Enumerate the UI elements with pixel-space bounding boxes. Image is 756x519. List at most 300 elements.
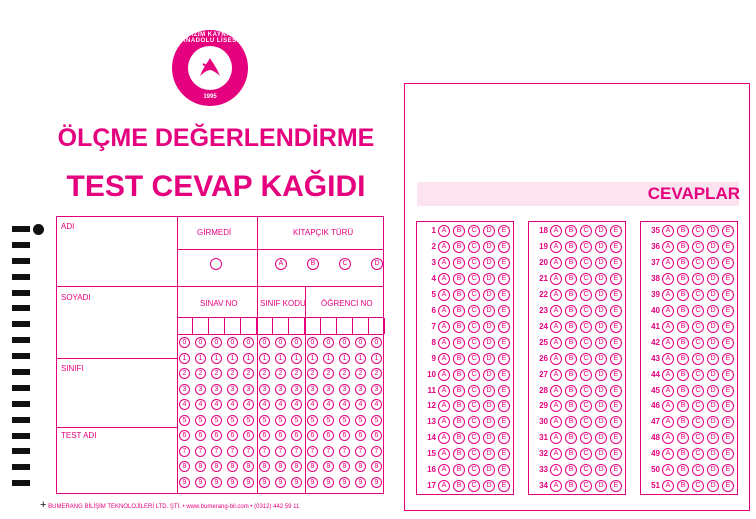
answer-bubble[interactable]: E <box>722 480 734 492</box>
digit-bubble[interactable]: 7 <box>211 446 222 457</box>
write-box[interactable] <box>226 318 241 334</box>
answer-bubble[interactable]: C <box>692 400 704 412</box>
answer-bubble[interactable]: E <box>610 321 622 333</box>
digit-bubble[interactable]: 4 <box>259 399 270 410</box>
digit-bubble[interactable]: 5 <box>243 415 254 426</box>
digit-bubble[interactable]: 8 <box>307 461 318 472</box>
answer-bubble[interactable]: A <box>550 432 562 444</box>
answer-bubble[interactable]: C <box>692 241 704 253</box>
answer-bubble[interactable]: E <box>498 385 510 397</box>
answer-bubble[interactable]: D <box>483 448 495 460</box>
answer-bubble[interactable]: B <box>677 305 689 317</box>
answer-bubble[interactable]: A <box>662 464 674 476</box>
answer-bubble[interactable]: E <box>722 305 734 317</box>
digit-bubble[interactable]: 5 <box>355 415 366 426</box>
answer-bubble[interactable]: A <box>438 321 450 333</box>
answer-bubble[interactable]: C <box>468 369 480 381</box>
answer-bubble[interactable]: B <box>677 337 689 349</box>
digit-bubble[interactable]: 1 <box>227 353 238 364</box>
digit-bubble[interactable]: 0 <box>211 337 222 348</box>
answer-bubble[interactable]: A <box>662 369 674 381</box>
digit-bubble[interactable]: 0 <box>339 337 350 348</box>
answer-bubble[interactable]: A <box>662 353 674 365</box>
answer-bubble[interactable]: A <box>662 432 674 444</box>
digit-bubble[interactable]: 8 <box>259 461 270 472</box>
digit-bubble[interactable]: 9 <box>227 477 238 488</box>
digit-bubble[interactable]: 2 <box>307 368 318 379</box>
answer-bubble[interactable]: C <box>468 464 480 476</box>
write-box[interactable] <box>354 318 369 334</box>
answer-bubble[interactable]: E <box>498 448 510 460</box>
digit-bubble[interactable]: 4 <box>291 399 302 410</box>
digit-bubble[interactable]: 8 <box>355 461 366 472</box>
digit-bubble[interactable]: 4 <box>211 399 222 410</box>
digit-bubble[interactable]: 2 <box>371 368 382 379</box>
answer-bubble[interactable]: D <box>707 321 719 333</box>
answer-bubble[interactable]: D <box>595 464 607 476</box>
answer-bubble[interactable]: C <box>580 400 592 412</box>
answer-bubble[interactable]: A <box>438 448 450 460</box>
digit-bubble[interactable]: 5 <box>275 415 286 426</box>
digit-bubble[interactable]: 0 <box>323 337 334 348</box>
digit-bubble[interactable]: 6 <box>211 430 222 441</box>
answer-bubble[interactable]: E <box>498 480 510 492</box>
answer-bubble[interactable]: B <box>677 225 689 237</box>
answer-bubble[interactable]: C <box>468 289 480 301</box>
answer-bubble[interactable]: E <box>610 369 622 381</box>
answer-bubble[interactable]: B <box>453 337 465 349</box>
answer-bubble[interactable]: D <box>595 353 607 365</box>
answer-bubble[interactable]: C <box>580 464 592 476</box>
answer-bubble[interactable]: D <box>595 321 607 333</box>
answer-bubble[interactable]: A <box>662 241 674 253</box>
digit-bubble[interactable]: 0 <box>355 337 366 348</box>
answer-bubble[interactable]: D <box>483 432 495 444</box>
answer-bubble[interactable]: A <box>662 305 674 317</box>
answer-bubble[interactable]: A <box>438 273 450 285</box>
answer-bubble[interactable]: A <box>550 305 562 317</box>
answer-bubble[interactable]: B <box>565 305 577 317</box>
answer-bubble[interactable]: D <box>595 225 607 237</box>
answer-bubble[interactable]: B <box>453 432 465 444</box>
answer-bubble[interactable]: A <box>550 464 562 476</box>
answer-bubble[interactable]: B <box>565 400 577 412</box>
digit-bubble[interactable]: 1 <box>339 353 350 364</box>
digit-bubble[interactable]: 2 <box>243 368 254 379</box>
answer-bubble[interactable]: E <box>498 353 510 365</box>
answer-bubble[interactable]: D <box>483 241 495 253</box>
answer-bubble[interactable]: D <box>707 305 719 317</box>
digit-bubble[interactable]: 8 <box>291 461 302 472</box>
answer-bubble[interactable]: C <box>692 416 704 428</box>
digit-bubble[interactable]: 6 <box>371 430 382 441</box>
answer-bubble[interactable]: D <box>483 321 495 333</box>
answer-bubble[interactable]: B <box>453 400 465 412</box>
write-box[interactable] <box>370 318 385 334</box>
write-box[interactable] <box>194 318 209 334</box>
answer-bubble[interactable]: E <box>498 432 510 444</box>
digit-bubble[interactable]: 9 <box>179 477 190 488</box>
answer-bubble[interactable]: E <box>722 241 734 253</box>
digit-bubble[interactable]: 5 <box>259 415 270 426</box>
digit-bubble[interactable]: 6 <box>179 430 190 441</box>
digit-bubble[interactable]: 0 <box>243 337 254 348</box>
answer-bubble[interactable]: E <box>722 353 734 365</box>
answer-bubble[interactable]: A <box>662 480 674 492</box>
answer-bubble[interactable]: A <box>662 225 674 237</box>
answer-bubble[interactable]: D <box>483 369 495 381</box>
answer-bubble[interactable]: A <box>550 225 562 237</box>
answer-bubble[interactable]: D <box>483 400 495 412</box>
answer-bubble[interactable]: C <box>580 257 592 269</box>
digit-bubble[interactable]: 6 <box>339 430 350 441</box>
digit-bubble[interactable]: 8 <box>179 461 190 472</box>
answer-bubble[interactable]: A <box>550 353 562 365</box>
answer-bubble[interactable]: C <box>468 337 480 349</box>
answer-bubble[interactable]: C <box>580 385 592 397</box>
digit-bubble[interactable]: 8 <box>211 461 222 472</box>
answer-bubble[interactable]: A <box>438 432 450 444</box>
answer-bubble[interactable]: C <box>692 448 704 460</box>
answer-bubble[interactable]: E <box>610 416 622 428</box>
digit-bubble[interactable]: 1 <box>179 353 190 364</box>
answer-bubble[interactable]: C <box>468 385 480 397</box>
answer-bubble[interactable]: C <box>468 305 480 317</box>
digit-bubble[interactable]: 2 <box>355 368 366 379</box>
digit-bubble[interactable]: 3 <box>307 384 318 395</box>
answer-bubble[interactable]: B <box>565 257 577 269</box>
booklet-option-bubble[interactable]: B <box>307 258 319 270</box>
digit-bubble[interactable]: 9 <box>323 477 334 488</box>
answer-bubble[interactable]: B <box>677 416 689 428</box>
answer-bubble[interactable]: E <box>722 337 734 349</box>
digit-bubble[interactable]: 4 <box>195 399 206 410</box>
answer-bubble[interactable]: C <box>692 480 704 492</box>
answer-bubble[interactable]: C <box>468 257 480 269</box>
answer-bubble[interactable]: A <box>662 448 674 460</box>
digit-bubble[interactable]: 1 <box>355 353 366 364</box>
answer-bubble[interactable]: B <box>453 416 465 428</box>
answer-bubble[interactable]: B <box>677 273 689 285</box>
answer-bubble[interactable]: E <box>722 257 734 269</box>
digit-bubble[interactable]: 9 <box>275 477 286 488</box>
answer-bubble[interactable]: B <box>453 321 465 333</box>
digit-bubble[interactable]: 1 <box>371 353 382 364</box>
answer-bubble[interactable]: B <box>565 448 577 460</box>
answer-bubble[interactable]: B <box>677 432 689 444</box>
digit-bubble[interactable]: 8 <box>339 461 350 472</box>
digit-bubble[interactable]: 3 <box>371 384 382 395</box>
digit-bubble[interactable]: 9 <box>211 477 222 488</box>
answer-bubble[interactable]: B <box>453 385 465 397</box>
digit-bubble[interactable]: 0 <box>259 337 270 348</box>
answer-bubble[interactable]: D <box>707 464 719 476</box>
answer-bubble[interactable]: D <box>707 257 719 269</box>
answer-bubble[interactable]: B <box>453 273 465 285</box>
answer-bubble[interactable]: A <box>550 400 562 412</box>
answer-bubble[interactable]: D <box>483 257 495 269</box>
digit-bubble[interactable]: 1 <box>195 353 206 364</box>
answer-bubble[interactable]: C <box>468 432 480 444</box>
answer-bubble[interactable]: D <box>595 257 607 269</box>
answer-bubble[interactable]: A <box>550 369 562 381</box>
answer-bubble[interactable]: D <box>595 241 607 253</box>
answer-bubble[interactable]: D <box>483 225 495 237</box>
digit-bubble[interactable]: 2 <box>323 368 334 379</box>
digit-bubble[interactable]: 9 <box>371 477 382 488</box>
answer-bubble[interactable]: C <box>468 480 480 492</box>
answer-bubble[interactable]: E <box>722 369 734 381</box>
answer-bubble[interactable]: A <box>550 241 562 253</box>
answer-bubble[interactable]: B <box>453 369 465 381</box>
answer-bubble[interactable]: E <box>722 464 734 476</box>
answer-bubble[interactable]: A <box>438 305 450 317</box>
digit-bubble[interactable]: 6 <box>323 430 334 441</box>
answer-bubble[interactable]: B <box>565 480 577 492</box>
answer-bubble[interactable]: D <box>707 337 719 349</box>
answer-bubble[interactable]: B <box>453 305 465 317</box>
write-box[interactable] <box>274 318 289 334</box>
answer-bubble[interactable]: B <box>677 289 689 301</box>
answer-bubble[interactable]: A <box>550 416 562 428</box>
digit-bubble[interactable]: 4 <box>227 399 238 410</box>
answer-bubble[interactable]: E <box>610 432 622 444</box>
digit-bubble[interactable]: 5 <box>211 415 222 426</box>
answer-bubble[interactable]: C <box>580 369 592 381</box>
digit-bubble[interactable]: 7 <box>227 446 238 457</box>
digit-bubble[interactable]: 5 <box>371 415 382 426</box>
answer-bubble[interactable]: B <box>677 369 689 381</box>
answer-bubble[interactable]: C <box>468 225 480 237</box>
answer-bubble[interactable]: B <box>565 241 577 253</box>
digit-bubble[interactable]: 2 <box>227 368 238 379</box>
answer-bubble[interactable]: C <box>580 353 592 365</box>
answer-bubble[interactable]: C <box>468 353 480 365</box>
answer-bubble[interactable]: D <box>707 416 719 428</box>
digit-bubble[interactable]: 9 <box>195 477 206 488</box>
answer-bubble[interactable]: E <box>610 385 622 397</box>
digit-bubble[interactable]: 0 <box>195 337 206 348</box>
digit-bubble[interactable]: 8 <box>227 461 238 472</box>
answer-bubble[interactable]: A <box>438 289 450 301</box>
digit-bubble[interactable]: 3 <box>243 384 254 395</box>
answer-bubble[interactable]: A <box>438 400 450 412</box>
answer-bubble[interactable]: B <box>453 257 465 269</box>
answer-bubble[interactable]: C <box>468 273 480 285</box>
answer-bubble[interactable]: C <box>468 321 480 333</box>
digit-bubble[interactable]: 5 <box>323 415 334 426</box>
answer-bubble[interactable]: B <box>677 321 689 333</box>
digit-bubble[interactable]: 3 <box>195 384 206 395</box>
answer-bubble[interactable]: A <box>550 321 562 333</box>
booklet-option-bubble[interactable]: C <box>339 258 351 270</box>
answer-bubble[interactable]: B <box>565 385 577 397</box>
digit-bubble[interactable]: 7 <box>371 446 382 457</box>
answer-bubble[interactable]: B <box>677 480 689 492</box>
answer-bubble[interactable]: D <box>707 225 719 237</box>
answer-bubble[interactable]: A <box>438 225 450 237</box>
answer-bubble[interactable]: E <box>610 225 622 237</box>
digit-bubble[interactable]: 5 <box>339 415 350 426</box>
answer-bubble[interactable]: D <box>483 480 495 492</box>
answer-bubble[interactable]: B <box>565 464 577 476</box>
digit-bubble[interactable]: 4 <box>179 399 190 410</box>
digit-bubble[interactable]: 1 <box>291 353 302 364</box>
answer-bubble[interactable]: E <box>498 464 510 476</box>
digit-bubble[interactable]: 6 <box>275 430 286 441</box>
answer-bubble[interactable]: C <box>580 289 592 301</box>
digit-bubble[interactable]: 3 <box>227 384 238 395</box>
digit-bubble[interactable]: 4 <box>371 399 382 410</box>
answer-bubble[interactable]: D <box>483 337 495 349</box>
digit-bubble[interactable]: 2 <box>179 368 190 379</box>
answer-bubble[interactable]: A <box>662 257 674 269</box>
answer-bubble[interactable]: C <box>580 321 592 333</box>
write-box[interactable] <box>242 318 257 334</box>
digit-bubble[interactable]: 8 <box>371 461 382 472</box>
answer-bubble[interactable]: D <box>595 400 607 412</box>
digit-bubble[interactable]: 6 <box>355 430 366 441</box>
answer-bubble[interactable]: B <box>565 289 577 301</box>
answer-bubble[interactable]: D <box>595 369 607 381</box>
digit-bubble[interactable]: 5 <box>227 415 238 426</box>
digit-bubble[interactable]: 1 <box>259 353 270 364</box>
booklet-option-bubble[interactable]: A <box>275 258 287 270</box>
answer-bubble[interactable]: B <box>677 353 689 365</box>
digit-bubble[interactable]: 4 <box>339 399 350 410</box>
answer-bubble[interactable]: E <box>498 416 510 428</box>
digit-bubble[interactable]: 5 <box>307 415 318 426</box>
answer-bubble[interactable]: D <box>595 448 607 460</box>
write-box[interactable] <box>178 318 193 334</box>
digit-bubble[interactable]: 7 <box>275 446 286 457</box>
answer-bubble[interactable]: C <box>468 448 480 460</box>
answer-bubble[interactable]: C <box>580 305 592 317</box>
digit-bubble[interactable]: 1 <box>307 353 318 364</box>
digit-bubble[interactable]: 3 <box>211 384 222 395</box>
digit-bubble[interactable]: 6 <box>195 430 206 441</box>
answer-bubble[interactable]: E <box>722 225 734 237</box>
answer-bubble[interactable]: E <box>722 273 734 285</box>
answer-bubble[interactable]: A <box>662 321 674 333</box>
digit-bubble[interactable]: 2 <box>195 368 206 379</box>
digit-bubble[interactable]: 0 <box>179 337 190 348</box>
answer-bubble[interactable]: C <box>692 369 704 381</box>
digit-bubble[interactable]: 3 <box>355 384 366 395</box>
answer-bubble[interactable]: D <box>707 273 719 285</box>
answer-bubble[interactable]: A <box>438 241 450 253</box>
digit-bubble[interactable]: 5 <box>291 415 302 426</box>
digit-bubble[interactable]: 0 <box>275 337 286 348</box>
answer-bubble[interactable]: B <box>677 400 689 412</box>
answer-bubble[interactable]: E <box>722 400 734 412</box>
answer-bubble[interactable]: E <box>498 289 510 301</box>
answer-bubble[interactable]: D <box>707 432 719 444</box>
answer-bubble[interactable]: A <box>550 337 562 349</box>
girmedi-bubble[interactable] <box>210 258 222 270</box>
answer-bubble[interactable]: B <box>565 337 577 349</box>
answer-bubble[interactable]: D <box>707 241 719 253</box>
answer-bubble[interactable]: C <box>692 225 704 237</box>
answer-bubble[interactable]: B <box>565 273 577 285</box>
answer-bubble[interactable]: B <box>677 257 689 269</box>
answer-bubble[interactable]: D <box>595 273 607 285</box>
digit-bubble[interactable]: 0 <box>307 337 318 348</box>
digit-bubble[interactable]: 9 <box>291 477 302 488</box>
digit-bubble[interactable]: 3 <box>275 384 286 395</box>
digit-bubble[interactable]: 7 <box>355 446 366 457</box>
answer-bubble[interactable]: A <box>550 257 562 269</box>
answer-bubble[interactable]: E <box>610 241 622 253</box>
digit-bubble[interactable]: 8 <box>243 461 254 472</box>
digit-bubble[interactable]: 9 <box>339 477 350 488</box>
answer-bubble[interactable]: E <box>498 241 510 253</box>
digit-bubble[interactable]: 2 <box>275 368 286 379</box>
digit-bubble[interactable]: 7 <box>259 446 270 457</box>
answer-bubble[interactable]: C <box>692 464 704 476</box>
digit-bubble[interactable]: 3 <box>259 384 270 395</box>
digit-bubble[interactable]: 5 <box>179 415 190 426</box>
answer-bubble[interactable]: B <box>453 225 465 237</box>
answer-bubble[interactable]: A <box>438 464 450 476</box>
answer-bubble[interactable]: E <box>498 225 510 237</box>
answer-bubble[interactable]: E <box>722 448 734 460</box>
digit-bubble[interactable]: 3 <box>339 384 350 395</box>
answer-bubble[interactable]: A <box>662 400 674 412</box>
answer-bubble[interactable]: B <box>565 321 577 333</box>
answer-bubble[interactable]: A <box>550 480 562 492</box>
answer-bubble[interactable]: C <box>580 416 592 428</box>
digit-bubble[interactable]: 6 <box>307 430 318 441</box>
answer-bubble[interactable]: C <box>692 273 704 285</box>
answer-bubble[interactable]: C <box>692 337 704 349</box>
answer-bubble[interactable]: D <box>595 432 607 444</box>
answer-bubble[interactable]: E <box>610 400 622 412</box>
answer-bubble[interactable]: B <box>677 464 689 476</box>
answer-bubble[interactable]: D <box>707 448 719 460</box>
answer-bubble[interactable]: E <box>498 305 510 317</box>
digit-bubble[interactable]: 7 <box>339 446 350 457</box>
write-box[interactable] <box>290 318 305 334</box>
answer-bubble[interactable]: E <box>610 464 622 476</box>
answer-bubble[interactable]: A <box>550 289 562 301</box>
answer-bubble[interactable]: E <box>610 480 622 492</box>
digit-bubble[interactable]: 0 <box>227 337 238 348</box>
answer-bubble[interactable]: A <box>438 369 450 381</box>
answer-bubble[interactable]: C <box>692 432 704 444</box>
digit-bubble[interactable]: 9 <box>243 477 254 488</box>
answer-bubble[interactable]: D <box>707 289 719 301</box>
digit-bubble[interactable]: 1 <box>211 353 222 364</box>
answer-bubble[interactable]: C <box>580 480 592 492</box>
digit-bubble[interactable]: 4 <box>307 399 318 410</box>
answer-bubble[interactable]: E <box>498 337 510 349</box>
digit-bubble[interactable]: 1 <box>323 353 334 364</box>
digit-bubble[interactable]: 7 <box>243 446 254 457</box>
answer-bubble[interactable]: A <box>662 273 674 285</box>
answer-bubble[interactable]: C <box>692 321 704 333</box>
digit-bubble[interactable]: 9 <box>307 477 318 488</box>
write-box[interactable] <box>338 318 353 334</box>
digit-bubble[interactable]: 7 <box>179 446 190 457</box>
answer-bubble[interactable]: D <box>707 353 719 365</box>
answer-bubble[interactable]: E <box>722 385 734 397</box>
answer-bubble[interactable]: A <box>438 416 450 428</box>
answer-bubble[interactable]: C <box>468 400 480 412</box>
write-box[interactable] <box>258 318 273 334</box>
answer-bubble[interactable]: B <box>565 353 577 365</box>
answer-bubble[interactable]: C <box>580 273 592 285</box>
